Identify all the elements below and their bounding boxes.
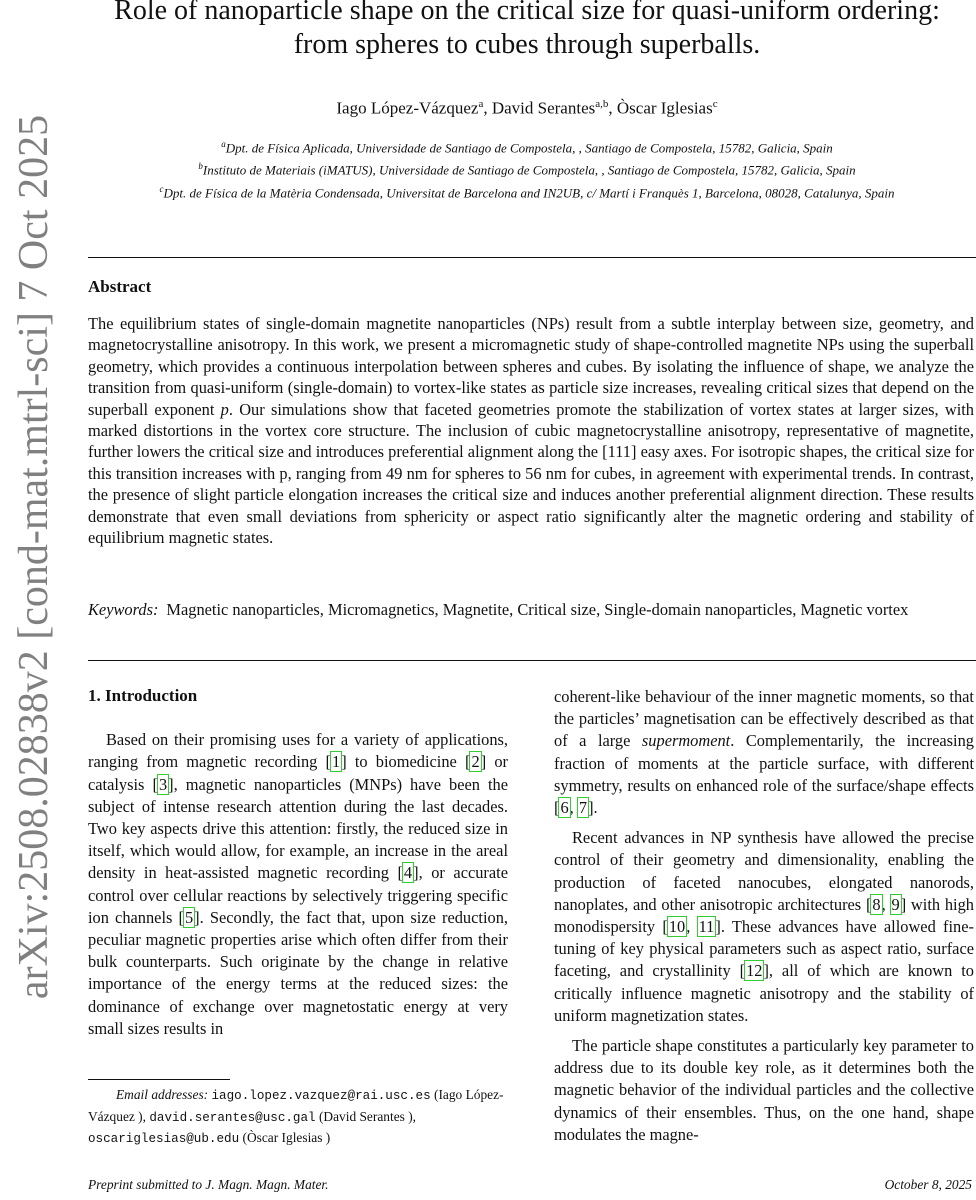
- citation-link[interactable]: 10: [668, 917, 686, 937]
- intro-paragraph-1: Based on their promising uses for a variety of applications, ranging from magnetic recording [1] to biomedicine [2] or catalysis [3], magnetic nanoparticles (MNPs) have been the subject of intense research attention during the last decades. Two key aspects drive this attention: firstly, the reduced size in itself, which would allow, for example, an increase in the areal density in heat-assisted magnetic recording [4], or accurate control over cellular reactions by selectively triggering specific ion channels [5]. Secondly, the fact that, upon size reduction, peculiar magnetic properties arise which often differ from their bulk counterparts. Such originate by the change in relative importance of the energy terms at the reduced sizes: the dominance of exchange over magnetostatic energy at very small sizes results in: [88, 730, 508, 1038]
- email-link[interactable]: oscariglesias@ub.edu: [88, 1132, 240, 1146]
- affiliation-line: $^a$Dpt. de Física Aplicada, Universidade de Santiago de Compostela, , Santiago de Compostela, 15782, Galicia, Spain: [221, 139, 833, 156]
- citation-link[interactable]: 9: [891, 894, 900, 914]
- email-link[interactable]: iago.lopez.vazquez@rai.usc.es: [211, 1089, 431, 1103]
- preprint-note: Preprint submitted to J. Magn. Magn. Mater.: [88, 1177, 329, 1192]
- email-link[interactable]: david.serantes@usc.gal: [149, 1110, 316, 1125]
- citation-link[interactable]: 5: [184, 907, 194, 927]
- left-column: [88, 685, 508, 1048]
- author-affiliation-mark: c: [712, 98, 718, 110]
- affiliations: [90, 135, 964, 202]
- intro-paragraph-3: The particle shape constitutes a particularly key parameter to address due to its double key role, as it determines both the magnetic behavior of the individual particles and the collective dynamics of their ensembles. Thus, on the one hand, shape modulates the magne-: [554, 1036, 974, 1144]
- citation-link[interactable]: 6: [560, 798, 569, 818]
- abstract-divider: [88, 660, 976, 661]
- intro-paragraph-1-continued: coherent-like behaviour of the inner magnetic moments, so that the particles’ magnetisation can be effectively described as that of a large supermoment. Complementarily, the increasing fraction of moments at the particle surface, with different symmetry, results on enhanced role of the surface/shape effects [6, 7].: [554, 687, 974, 818]
- footnote-label: Email addresses:: [116, 1087, 209, 1102]
- math-symbol-p: p: [220, 399, 229, 419]
- footer-date: October 8, 2025: [884, 1177, 972, 1192]
- arxiv-identifier-stamp[interactable]: arXiv:2508.02838v2 [cond-mat.mtrl-sci] 7 Oct 2025: [11, 114, 57, 1000]
- section-heading-introduction: 1. Introduction: [88, 686, 198, 705]
- citation-link[interactable]: 7: [578, 798, 588, 818]
- paper-title: Role of nanoparticle shape on the critical size for quasi-uniform ordering: from spheres to cubes through superballs.: [114, 0, 940, 60]
- citation-link[interactable]: 4: [403, 863, 413, 883]
- keywords: [88, 598, 948, 621]
- citation-link[interactable]: 8: [872, 894, 881, 914]
- author-name: Òscar Iglesias: [616, 98, 713, 118]
- author-name: Iago López-Vázquez: [336, 98, 479, 118]
- abstract-text: The equilibrium states of single-domain magnetite nanoparticles (NPs) result from a subtle interplay between size, geometry, and magnetocrystalline anisotropy. In this work, we present a micromagnetic study of shape-controlled magnetite NPs using the superball geometry, which provides a continuous interpolation between spheres and cubes. By isolating the influence of shape, we analyze the transition from quasi-uniform (single-domain) to vortex-like states as particle size increases, revealing critical sizes that depend on the superball exponent p. Our simulations show that faceted geometries promote the stabilization of vortex states at larger sizes, with marked distortions in the vortex core structure. The inclusion of cubic magnetocrystalline anisotropy, representative of magnetite, further lowers the critical size and introduces preferential alignment along the [111] easy axes. For isotropic shapes, the critical size for this transition increases with p, ranging from 49 nm for spheres to 56 nm for cubes, in agreement with experimental trends. In contrast, the presence of slight particle elongation increases the critical size and induces another preferential alignment direction. These results demonstrate that even small deviations from sphericity or aspect ratio significantly alter the magnetic ordering and stability of equilibrium magnetic states.: [88, 314, 974, 548]
- citation-link[interactable]: 3: [158, 774, 168, 794]
- author-name: David Serantes: [491, 98, 596, 118]
- author-list: Iago López-Vázquez$^a$, David Serantes$^{a,b}$, Òscar Iglesias$^c$: [336, 98, 718, 118]
- affiliation-line: $^b$Instituto de Materiais (iMATUS), Universidade de Santiago de Compostela, , Santiago de Compostela, 15782, Galicia, Spain: [198, 161, 856, 178]
- footnote-divider: [88, 1079, 230, 1080]
- keywords-label: Keywords:: [88, 600, 159, 619]
- email-footnote: Email addresses: iago.lopez.vazquez@rai.usc.es (Iago López-Vázquez ), david.serantes@usc.gal (David Serantes ), oscariglesias@ub.edu (Òscar Iglesias ): [88, 1087, 504, 1146]
- citation-link[interactable]: 1: [332, 752, 341, 772]
- keywords-list: Magnetic nanoparticles, Micromagnetics, Magnetite, Critical size, Single-domain nanoparticles, Magnetic vortex: [166, 600, 909, 619]
- header-divider: [88, 257, 976, 258]
- intro-paragraph-2: Recent advances in NP synthesis have allowed the precise control of their geometry and dimensionality, enabling the production of faceted nanocubes, elongated nanorods, nanoplates, and other anisotropic architectures [8, 9] with high monodispersity [10, 11]. These advances have allowed fine-tuning of key physical parameters such as aspect ratio, surface faceting, and crystallinity [12], all of which are known to critically influence magnetic anisotropy and the stability of uniform magnetization states.: [554, 828, 974, 1025]
- affiliation-line: $^c$Dpt. de Física de la Matèria Condensada, Universitat de Barcelona and IN2UB, c/ Martí i Franquès 1, Barcelona, 08028, Catalunya, Spain: [159, 183, 895, 200]
- abstract-heading: Abstract: [88, 277, 152, 296]
- citation-link[interactable]: 11: [698, 917, 715, 937]
- citation-link[interactable]: 12: [746, 961, 763, 981]
- citation-link[interactable]: 2: [471, 752, 480, 772]
- right-column: [554, 686, 974, 1154]
- author-affiliation-mark: a,b: [595, 98, 609, 110]
- author-affiliation-mark: a: [478, 98, 484, 110]
